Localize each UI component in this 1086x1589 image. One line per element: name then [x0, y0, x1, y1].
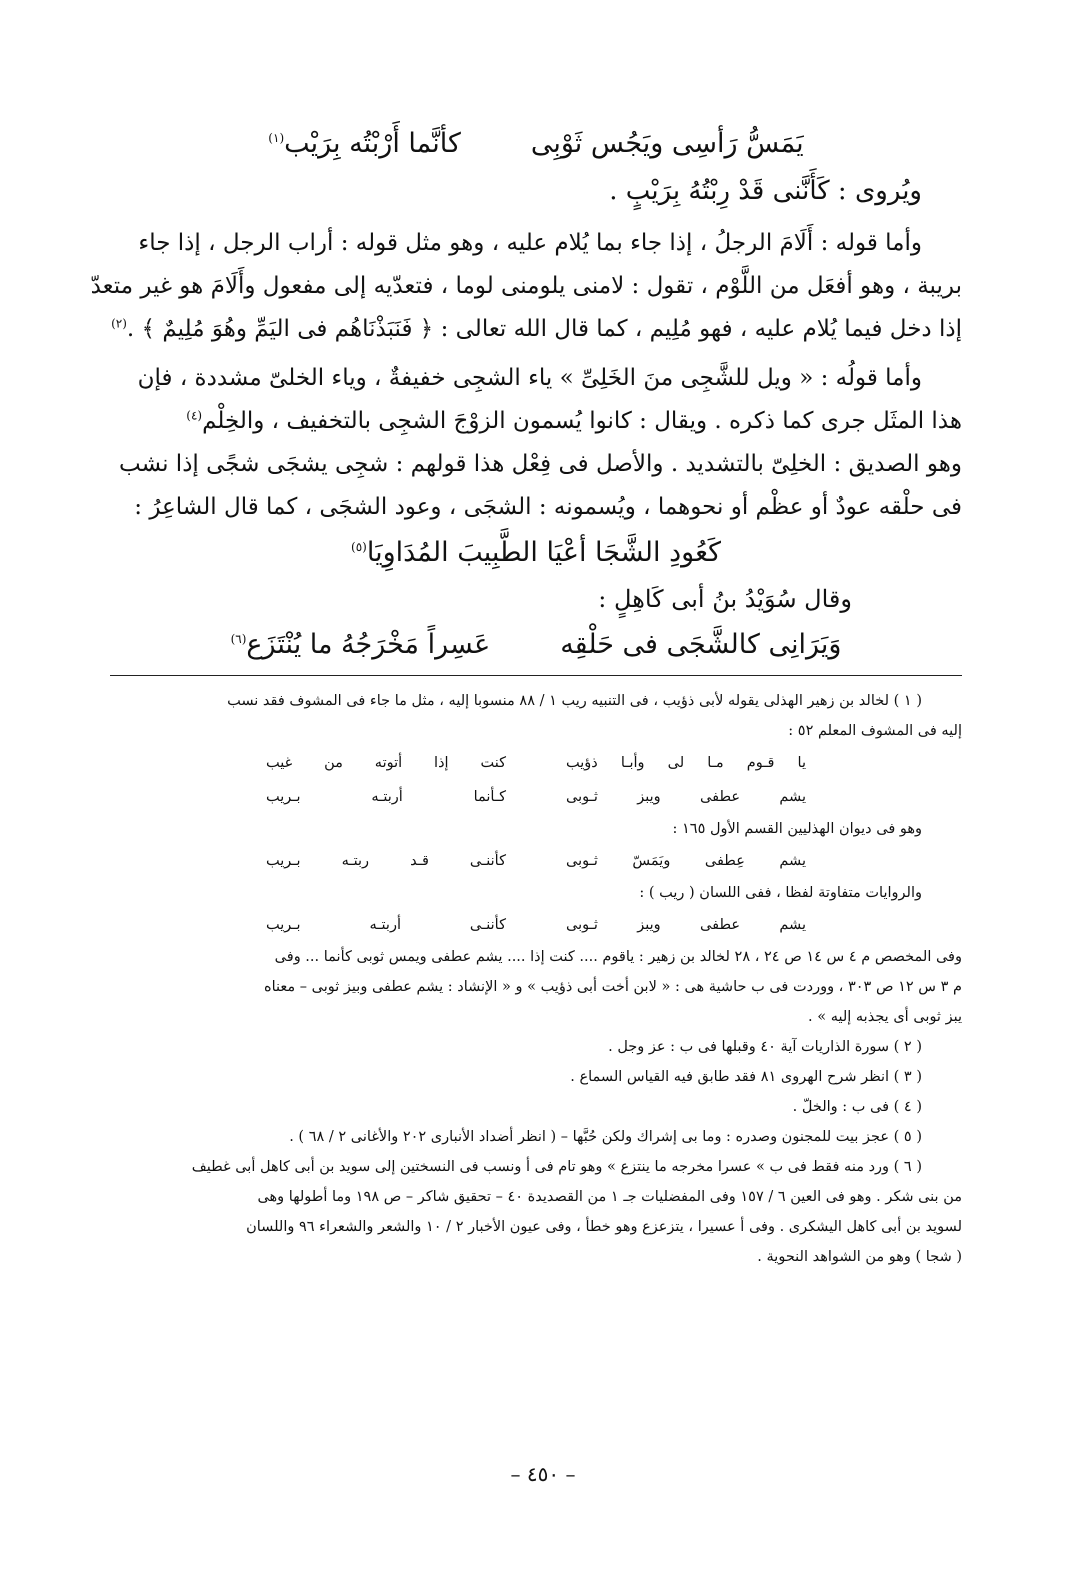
verse-hemistich-2: كأنَّما أَرْبْتُه بِرَيْب$^{(١)}$: [268, 128, 461, 159]
footnote-ref-6: (٦): [230, 632, 247, 646]
footnote-2: ( ٢ ) سورة الذاريات آية ٤٠ وقبلها فى ب : عز وجل .: [608, 1039, 922, 1055]
footnote-separator: [110, 675, 962, 676]
paragraph-2: [110, 357, 962, 529]
verse-intro: وقال سُوَيْدُ بنُ أبى كَاهِلٍ :: [598, 585, 852, 613]
paragraph-2-line-3: وهو الصديق : الخلِىّ بالتشديد . والأصل فى فِعْل هذا قولهم : شجِى يشجَى شجًى إذا نشب: [118, 451, 962, 477]
footnote-1-tail-line-3: يبز ثوبى أى يجذبه إليه » .: [808, 1009, 962, 1025]
paragraph-2-line-2: هذا المثَل جرى كما ذكره . ويقال : كانوا يُسمون الزوْجَ الشجِى بالتخفيف ، والخِلْم$^{(٤)}$: [186, 408, 962, 434]
footnote-verse: يا قـوم مـا لى وأبـا ذؤيب كنت إذا أتوته من غيب: [266, 755, 806, 771]
footnote-6-line-3: لسويد بن أبى كاهل اليشكرى . وفى أ عسيرا ، يتزعزع وهو خطأ ، وفى عيون الأخبار ٢ / ١٠ والشعر والشعراء ٩٦ واللسان: [246, 1219, 962, 1235]
footnotes: [110, 686, 962, 1272]
footnote-verse: يشم عِطفى ويَمَسّ ثـوبى كأننـى قـد ربتـه بـريب: [266, 853, 806, 869]
verse-variant: ويُروى : كَأَنَّنى قَدْ رِبْتُهُ بِرَيْبٍ .: [609, 176, 922, 206]
page-number: – ٤٥٠ –: [510, 1462, 576, 1486]
footnote-1-line-2: إليه فى المشوف المعلم ٥٢ :: [788, 723, 962, 739]
footnote-6-line-2: من بنى شكر . وهو فى العين ٦ / ١٥٧ وفى المفضليات جـ ١ من القصديدة ٤٠ – تحقيق شاكر – ص ١٩٨ وما أطولها وهى: [257, 1189, 962, 1205]
verse-line-4: [110, 621, 962, 669]
verse-hemistich-2: عَسِراً مَخْرَجُهُ ما يُنْتَزَع$^{(٦)}$: [230, 629, 491, 660]
footnote-ref-1: (١): [268, 131, 285, 145]
footnote-verse: يشم عطفى ويبز ثـوبى كأننـى أربتـه بـريب: [266, 917, 806, 933]
footnote-1-middle: والروايات متفاوتة لفظا ، ففى اللسان ( ريب ) :: [639, 885, 922, 901]
page-content: [90, 92, 962, 1272]
paragraph-1-line-1: وأما قوله : أَلَامَ الرجلُ ، إذا جاء بما يُلام عليه ، وهو مثل قوله : أراب الرجل ، إذا جاء: [138, 230, 922, 256]
footnote-1-line-1: ( ١ ) لخالد بن زهير الهذلى يقوله لأبى ذؤيب ، فى التنبيه ريب ١ / ٨٨ منسوبا إليه ، مثل ما جاء فى المشوف فقد نسب: [227, 693, 922, 709]
footnote-1-tail-line-1: وفى المخصص م ٤ س ١٤ ص ٢٤ ، ٢٨ لخالد بن زهير : ياقوم .... كنت إذا .... يشم عطفى ويمس ثوبى كأنما ... وفى: [274, 949, 962, 965]
footnote-3: ( ٣ ) انظر شرح الهروى ٨١ فقد طابق فيه القياس السماع .: [570, 1069, 922, 1085]
footnote-ref-5: (٥): [351, 540, 367, 554]
paragraph-1: [90, 222, 962, 351]
footnote-6-line-1: ( ٦ ) ورد منه فقط فى ب » عسرا مخرجه ما ينتزع » وهو تام فى أ ونسب فى النسختين إلى سويد بن أبى كاهل أبى غطيف: [191, 1159, 922, 1175]
verse-hemistich-1: يَمَسُّ رَأسِى ويَجُس ثَوْبِى: [530, 128, 804, 159]
verse-hemistich-1: وَيَرَانِى كالشَّجَى فى حَلْقِه: [560, 629, 842, 660]
paragraph-2-line-1: وأما قولُه : « ويل للشَّجِى منَ الخَلِىِّ » ياء الشجِى خفيفةٌ ، وياء الخلىّ مشددة ، فإن: [137, 365, 922, 391]
footnote-5: ( ٥ ) عجز بيت للمجنون وصدره : وما بى إشراك ولكن حُبَّها – ( انظر أضداد الأنبارى ٢٠٢ والأغانى ٢ / ٦٨ ) .: [289, 1129, 922, 1145]
verse-line-3: كَعُودِ الشَّجَا أعْيَا الطَّبِيبَ المُدَاوِيَا$^{(٥)}$: [351, 537, 721, 568]
paragraph-1-line-3: إذا دخل فيما يُلام عليه ، فهو مُلِيم ، كما قال الله تعالى : ﴿ فَنَبَذْنَاهُم فى اليَمِّ وهُوَ مُلِيمٌ ﴾ .$^{(٢)}$: [111, 316, 962, 342]
paragraph-2-line-4: فى حلْقه عودٌ أو عظْم أو نحوهما ، ويُسمونه : الشجَى ، وعود الشجَى ، كما قال الشاعِرُ :: [134, 494, 962, 520]
footnote-verse: يشم عطفى ويبز ثـوبى كـأنما أربتـه بـريب: [266, 789, 806, 805]
footnote-1-middle: وهو فى ديوان الهذليين القسم الأول ١٦٥ :: [672, 821, 922, 837]
footnote-4: ( ٤ ) فى ب : والخلّ .: [792, 1099, 922, 1115]
footnote-ref-2: (٢): [111, 316, 127, 331]
footnote-ref-4: (٤): [186, 408, 203, 423]
verse-line-1: [110, 120, 962, 168]
footnote-6-line-4: ( شجا ) وهو من الشواهد النحوية .: [757, 1249, 962, 1265]
footnote-1-tail-line-2: م ٣ س ١٢ ص ٣٠٣ ، ووردت فى ب حاشية هى : « لابن أخت أبى ذؤيب » و « الإنشاد : يشم عطفى وبيز ثوبى – معناه: [264, 979, 962, 995]
paragraph-1-line-2: بريبة ، وهو أفعَل من اللَّوْم ، تقول : لامنى يلومنى لوما ، فتعدّيه إلى مفعول وأَلَامَ هو غير متعدّ: [90, 273, 962, 299]
